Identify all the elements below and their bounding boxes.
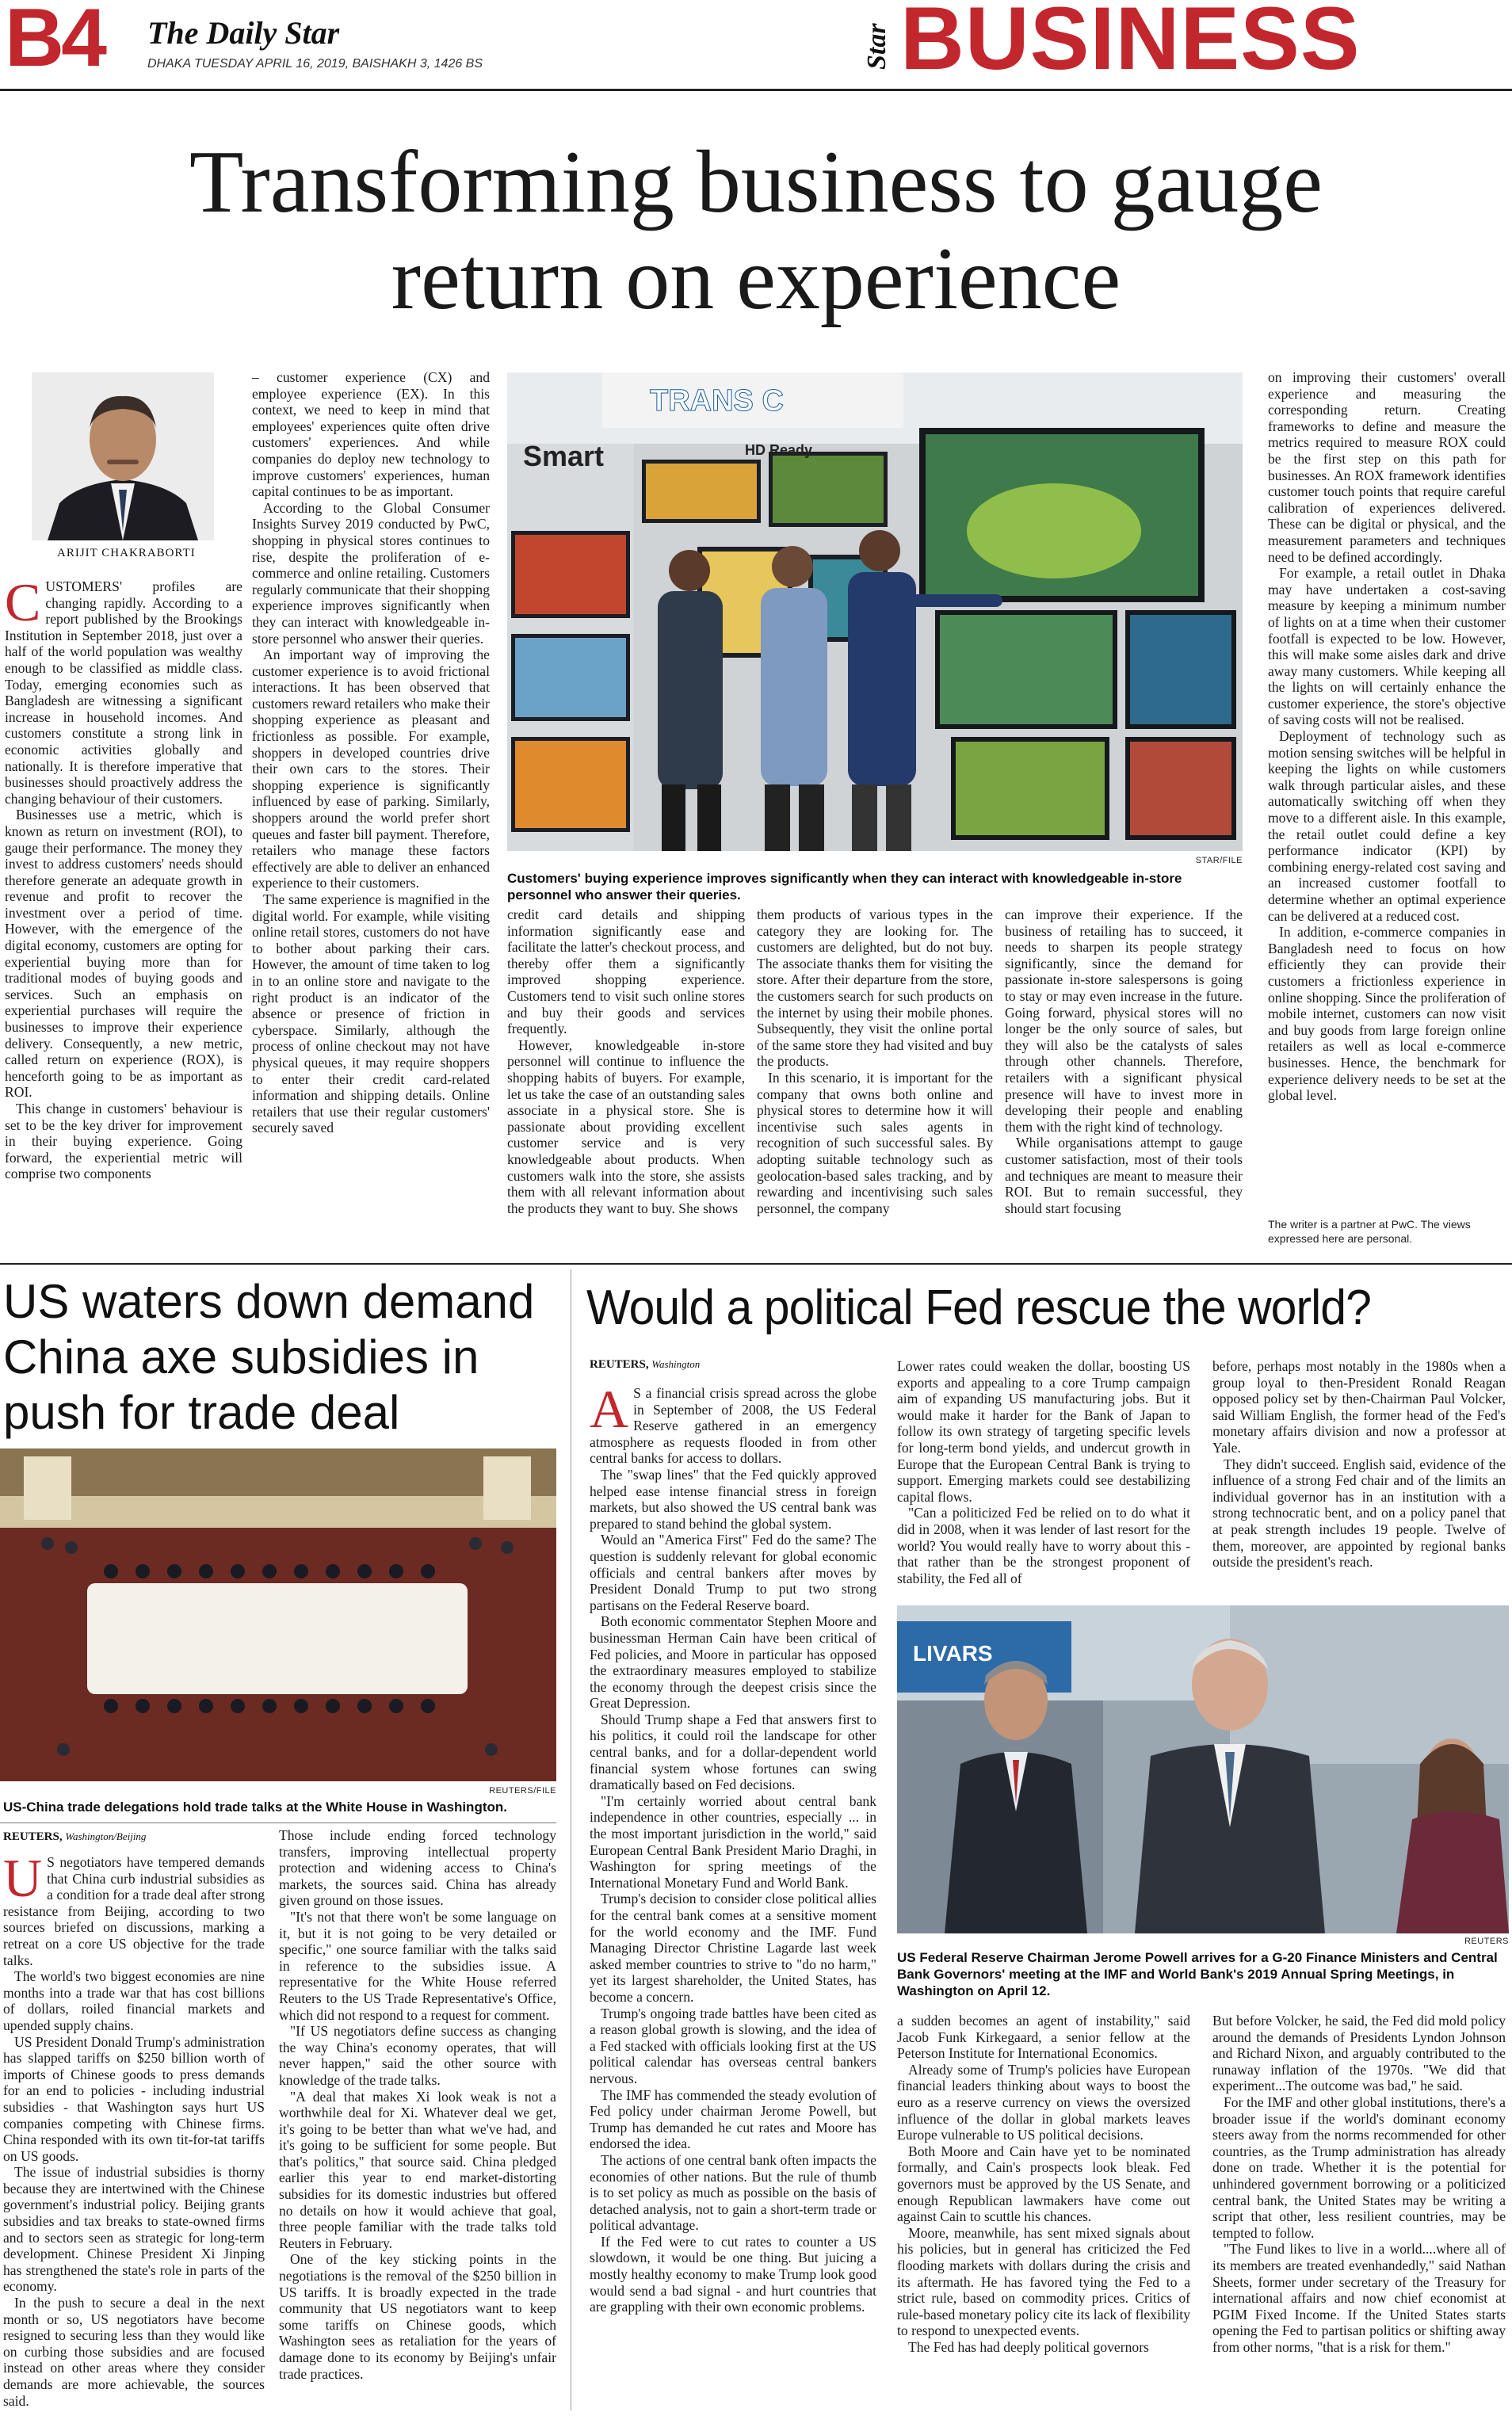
paragraph: The "swap lines" that the Fed quickly approved helped ease intense financial stress in foreign markets, but also showed the US central bank was prepared to stand behind the global system.: [590, 1466, 876, 1532]
paragraph: Trump's ongoing trade battles have been cited as a reason global growth is slowing, and the idea of a Fed stacked with officials looking first at the US political calendar has overseas central bankers nervous.: [590, 2005, 876, 2086]
story3-col3: [1212, 1358, 1506, 1593]
byline-place: Washington/Beijing: [65, 1830, 147, 1842]
paragraph: Businesses use a metric, which is known as return on investment (ROI), to gauge their performance. The money they invest to address customers' needs should therefore generate an adequate growth in revenue and profit to recover the investment over a period of time. However, with the emergence of the digital economy, customers are opting for experiential buying more than for traditional modes of buying goods and services. Such an emphasis on experiential purchases will require the businesses to improve their experience delivery. Consequently, a new metric, called return on experience (ROX), is henceforth going to be as important as ROI.: [5, 807, 242, 1101]
story2-photo: [0, 1448, 556, 1781]
author-photo: [32, 372, 214, 540]
paragraph: One of the key sticking points in the negotiations is the removal of the $250 billion in US tariffs. It is broadly expected in the trade community that US negotiators want to keep some tariffs on Chinese goods, which Washington sees as retaliation for the years of damage done to its economy by Beijing's unfair trade practices.: [279, 2251, 556, 2382]
story2-photo-caption: US-China trade delegations hold trade talks at the White House in Washington.: [3, 1800, 507, 1815]
story2-col1: [3, 1854, 265, 2409]
section-divider: [0, 1263, 1512, 1265]
byline-agency: REUTERS,: [3, 1830, 63, 1843]
paragraph: Those include ending forced technology transfers, improving intellectual property protection and widening access to China's markets, the sources said. China has already given ground on those issues.: [279, 1827, 556, 1909]
store-sign: TRANS C: [650, 384, 784, 418]
paragraph: The Fed has had deeply political governors: [908, 2338, 1149, 2355]
story1-headline-line2: return on experience: [391, 230, 1121, 328]
story2-photo-credit: REUTERS/FILE: [489, 1786, 556, 1796]
paragraph: before, perhaps most notably in the 1980s when a group loyal to then-President Ronald Reagan opposed policy set by then-Chairman Paul Volcker, said William English, the former head of the Fed's monetary affairs division and now a professor at Yale.: [1212, 1358, 1506, 1456]
paragraph: – customer experience (CX) and employee experience (EX). In this context, we need to keep in mind that employees' experiences quite often drive customers' experiences. And while companies do deploy new technology to improve customers' experiences, human capital continues to be as important.: [252, 369, 490, 500]
story3-photo-caption: US Federal Reserve Chairman Jerome Powell arrives for a G-20 Finance Ministers and Central Bank Governors' meeting at the IMF and World Bank's 2019 Annual Spring Meetings, in Washington on April 12.: [897, 1950, 1498, 1998]
paragraph: For example, a retail outlet in Dhaka may have undertaken a cost-saving measure by keeping a minimum number of lights on at a time when their customer footfall is expected to be low. However, this will make some aisles dark and drive away many customers. While keeping all the lights on will certainly enhance the customer experience, the store's objective of saving costs will not be realised.: [1268, 565, 1506, 728]
paragraph: "A deal that makes Xi look weak is not a worthwhile deal for Xi. Whatever deal we get, it's going to be better than what we've had, and it's going to be sufficient for some people. But that's politics," that source said. China pledged earlier this year to end market-distorting subsidies for its domestic industries but offered no details on how it would achieve that goal, three people familiar with the trade talks told Reuters in February.: [279, 2088, 556, 2251]
paragraph: An important way of improving the customer experience is to avoid frictional interactions. It has been observed that customers reward retailers who make their shopping experience as pleasant and frictionless as possible. For example, shoppers in developed countries drive their own cars to the stores. Their shopping experience is significantly influenced by ease of parking. Similarly, shoppers around the world prefer short queues and faster bill payment. Therefore, retailers who manage these factors effectively are able to deliver an enhanced experience to their customers.: [252, 647, 490, 891]
story2-dropcap: U: [3, 1854, 43, 1908]
story2-col2: [279, 1827, 556, 2409]
story3-headline: Would a political Fed rescue the world?: [586, 1281, 1371, 1335]
byline-agency: REUTERS,: [590, 1358, 649, 1371]
paragraph: The IMF has commended the steady evolution of Fed policy under chairman Jerome Powell, but Trump has demanded he cut rates and Moore has endorsed the idea.: [590, 2086, 876, 2152]
hd-ready-sign: HD Ready: [745, 442, 813, 458]
story3-photo-credit: REUTERS: [1464, 1937, 1509, 1946]
banner-text: LIVARS: [913, 1641, 993, 1666]
story1-headline-line1: Transforming business to gauge: [189, 133, 1323, 231]
story3-dropcap: A: [590, 1385, 629, 1439]
paragraph: US President Donald Trump's administration has slapped tariffs on $250 billion worth of imports of Chinese goods to press demands for an end to policies - including industrial subsidies - that Washington says hurt US companies competing with Chinese firms. China responded with its own tit-for-tat tariffs on US goods.: [3, 2033, 265, 2164]
story2-headline: US waters down demand China axe subsidies in push for trade deal: [3, 1275, 535, 1439]
paragraph: The issue of industrial subsidies is thorny because they are intertwined with the Chinese government's industrial policy. Beijing grants subsidies and tax breaks to state-owned firms and to sectors seen as strategic for long-term development. Chinese President Xi Jinping has strengthened the state's role in parts of the economy.: [3, 2164, 265, 2295]
story3-col5: [1212, 2013, 1506, 2409]
story1-col4: [757, 906, 993, 1252]
story1-photo: [507, 372, 1243, 851]
smart-sign: Smart: [523, 440, 605, 472]
story1-col2: [252, 369, 490, 1252]
paragraph: S a financial crisis spread across the globe in September of 2008, the US Federal Reserve gathered in an emergency atmosphere as requests flooded in from other central banks for access to dollars.: [590, 1385, 876, 1467]
paragraph: If the Fed were to cut rates to counter a US slowdown, it would be one thing. But juicing a mostly healthy economy to make Trump look good would send a bad signal - and hurt countries that are grappling with their own economic problems.: [590, 2233, 876, 2315]
masthead: [0, 0, 1512, 89]
story3-col4: [897, 2013, 1190, 2409]
paragraph: Already some of Trump's policies have European financial leaders thinking about ways to boost the euro as a reserve currency on views the oversized influence of the dollar in global markets leaves Europe vulnerable to US political decisions.: [897, 2061, 1190, 2143]
paragraph: "The Fund likes to live in a world....where all of its members are treated evenhandedly," said Nathan Sheets, former under secretary of the Treasury for international affairs and now chief economist at PGIM Fixed Income. If the United States starts opening the Fed to partisan politics or shifting away from other norms, "that is a risk for them.": [1212, 2241, 1506, 2355]
paragraph: "It's not that there won't be some language on it, but it is not going to be very detailed or specific," one source familiar with the talks said in reference to the subsidies issue. A representative for the White House referred Reuters to the US Trade Representative's Office, which did not respond to a request for comment.: [279, 1908, 556, 2023]
dateline: DHAKA TUESDAY APRIL 16, 2019, BAISHAKH 3, 1426 BS: [147, 57, 483, 71]
paragraph: In this scenario, it is important for the company that owns both online and physical stores to determine how it will incentivise such sales agents in recognition of such successful sales. By adopting suitable technology such as geolocation-based sales tracking, and by rewarding and incentivising such sales personnel, the company: [757, 1069, 993, 1216]
paragraph: The same experience is magnified in the digital world. For example, while visiting online retail stores, customers do not have to bother about parking their cars. However, the amount of time taken to log in to an online store and navigate to the right product is an indicator of the absence or presence of friction in cyberspace. Similarly, although the process of online checkout may not have physical queues, it may require shoppers to enter their credit card-related information and shipping details. Online retailers that use their regular customers' securely saved: [252, 891, 490, 1136]
paragraph: The world's two biggest economies are nine months into a trade war that has cost billions of dollars, roiled financial markets and upended supply chains.: [3, 1968, 265, 2033]
story1-col5: [1005, 906, 1243, 1252]
story1-col1: [5, 578, 242, 1252]
paragraph: Both Moore and Cain have yet to be nominated formally, and Cain's prospects look bleak. Fed governors must be approved by the US Senate, and enough Republican lawmakers have come out against Cain to scuttle his chances.: [897, 2143, 1190, 2225]
star-logo: Star: [862, 23, 892, 71]
paragraph: Lower rates could weaken the dollar, boosting US exports and appealing to a core Trump campaign aim of expanding US manufacturing jobs. But it would make it harder for the Bank of Japan to follow its own strategy of targeting specific levels for long-term bond yields, and undercut growth in Europe that the European Central Bank is trying to support. Emerging markets could see destabilizing capital flows.: [897, 1358, 1190, 1505]
paragraph: "I'm certainly worried about central bank independence in other countries, especially ... in the most important jurisdiction in the world," said European Central Bank President Mario Draghi, in Washington for spring meetings of the International Monetary Fund and World Bank.: [590, 1792, 876, 1891]
paragraph: on improving their customers' overall experience and measuring the corresponding return. Creating frameworks to define and measure the metrics required to measure ROX could be the first step on this path for businesses. An ROX framework identifies customer touch points that require careful calibration of experiences delivered. These can be digital or physical, and the measurement parameters and techniques need to be defined accordingly.: [1268, 369, 1506, 565]
paragraph: However, knowledgeable in-store personnel will continue to influence the shopping habits of buyers. For example, let us take the case of an outstanding sales associate in a physical store. She is passionate about providing excellent customer service and is very knowledgeable about products. When customers walk into the store, she assists them with all relevant information about the products they want to buy. She shows: [507, 1036, 745, 1216]
paragraph: For the IMF and other global institutions, there's a broader issue if the world's dominant economy steers away from the norms recommended for other countries, as the Trump administration has already done on trade. Whether it is the potential for unhindered government borrowing or a politicized central bank, the United States may be writing a script that other, less resilient countries, may be tempted to follow.: [1212, 2093, 1506, 2241]
paragraph: The actions of one central bank often impacts the economies of other nations. But the rule of thumb is to set policy as much as possible on the basis of detached analysis, not to gain a short-term trade or political advantage.: [590, 2151, 876, 2234]
story1-footnote: The writer is a partner at PwC. The views expressed here are personal.: [1268, 1218, 1471, 1245]
paragraph: In the push to secure a deal in the next month or so, US negotiators have become resigned to securing less than they would like on curbing those subsidies and are focused instead on other areas where they consider demands are more achievable, the sources said.: [3, 2295, 265, 2409]
story2-caption-rule: [0, 1822, 556, 1823]
paragraph: can improve their experience. If the business of retailing has to succeed, it needs to sharpen its people strategy significantly, since the demand for passionate in-store salespersons is going to stay or may even increase in the future. Going forward, physical stores will no longer be the only source of sales, but they will also be the catalysts of sales through other channels. Therefore, retailers with a significant physical presence will have to invest more in developing their people and enabling them with the right kind of technology.: [1005, 906, 1243, 1135]
paragraph: Moore, meanwhile, has sent mixed signals about his policies, but in general has criticized the Fed flooding markets with dollars during the crisis and its aftermath. He has favored tying the Fed to a strict rule, based on commodity prices. Critics of rule-based monetary policy cite its lack of flexibility to respond to unexpected events.: [897, 2224, 1190, 2339]
story3-photo: [897, 1605, 1509, 1933]
paragraph: According to the Global Consumer Insights Survey 2019 conducted by PwC, shopping in physical stores continues to rise, despite the proliferation of e-commerce and online retailing. Customers regularly communicate that their shopping experience improves significantly when they can interact with knowledgeable in-store personnel who answer their queries.: [252, 499, 490, 647]
paragraph: USTOMERS' profiles are changing rapidly. According to a report published by the Brookings Institution in September 2018, just over a half of the world population was wealthy enough to be classified as middle class. Today, emerging economies such as Bangladesh are witnessing a significant increase in household incomes. And customers constitute a strong link in economic activities globally and nationally. It is therefore imperative that businesses should proactively address the changing behaviour of their customers.: [5, 578, 242, 807]
paragraph: But before Volcker, he said, the Fed did mold policy around the demands of Presidents Lyndon Johnson and Richard Nixon, and arguably contributed to the runaway inflation of the 1970s. "We did that experiment...The outcome was bad," he said.: [1212, 2013, 1506, 2094]
story3-col2: [897, 1358, 1190, 1593]
story1-author: ARIJIT CHAKRABORTI: [57, 547, 196, 559]
story3-byline: [590, 1358, 700, 1372]
paragraph: Would an "America First" Fed do the same? The question is suddenly relevant for global economic officials and central bankers after moves by President Donald Trump to put two strong partisans on the Federal Reserve board.: [590, 1532, 876, 1613]
paragraph: Trump's decision to consider close political allies for the central bank comes at a sensitive moment for the world economy and the IMF. Fund Managing Director Christine Lagarde last week asked member countries to strive to "do no harm," yet its largest shareholder, the United States, has become a concern.: [590, 1891, 876, 2005]
byline-place: Washington: [651, 1358, 701, 1370]
paragraph: credit card details and shipping information significantly ease and facilitate the latter's checkout process, and thereby offer them a significantly improved shopping experience. Customers tend to visit such online stores and buy their goods and services frequently.: [507, 906, 745, 1037]
story1-photo-caption: Customers' buying experience improves significantly when they can interact with knowledgeable in-store personnel who answer their queries.: [507, 871, 1182, 903]
masthead-rule: [0, 89, 1512, 91]
paragraph: "If US negotiators define success as changing the way China's economy operates, that will never happen," said the other source with knowledge of the trade talks.: [279, 2023, 556, 2088]
paragraph: They didn't succeed. English said, evidence of the influence of a strong Fed chair and of the limits an individual governor has in an institution with a strong technocratic bent, and on a policy panel that at peak strength includes 19 people. Twelve of them, moreover, are appointed by regional banks outside the president's reach.: [1212, 1456, 1506, 1571]
paragraph: Should Trump shape a Fed that answers first to his politics, it could roil the landscape for other central banks, and for a dollar-dependent world financial system whose fortunes can swing dramatically based on Fed decisions.: [590, 1711, 876, 1793]
paper-name: The Daily Star: [147, 15, 340, 51]
story1-dropcap: C: [5, 578, 41, 632]
paragraph: Both economic commentator Stephen Moore and businessman Herman Cain have been critical of Fed policies, and Moore in particular has opposed the extraordinary measures employed to stabilize the economy through the deepest crisis since the Great Depression.: [590, 1613, 876, 1712]
story1-photo-credit: STAR/FILE: [1195, 856, 1243, 865]
paragraph: them products of various types in the category they are looking for. The customers are delighted, but do not buy. The associate thanks them for visiting the store. After their departure from the store, the customers search for such products on the internet by using their mobile phones. Subsequently, they visit the online portal of the same store they had visited and buy the products.: [757, 906, 993, 1070]
paragraph: This change in customers' behaviour is set to be the key driver for improvement in their buying experience. Going forward, the experiential metric will comprise two components: [5, 1101, 242, 1182]
paragraph: Deployment of technology such as motion sensing switches will be helpful in keeping the lights on while customers walk through particular aisles, and these automatically switching off when they move to a different aisle. In this example, the retail outlet could define a key performance indicator (KPI) by combining energy-related cost saving and an increased customer footfall to determine whether an optimal experience can be delivered at a reduced cost.: [1268, 728, 1506, 924]
story2-byline: [3, 1830, 146, 1844]
paragraph: S negotiators have tempered demands that China curb industrial subsidies as a condition for a trade deal after strong resistance from Beijing, according to two sources briefed on discussions, marking a retreat on a core US objective for the trade talks.: [3, 1854, 265, 1968]
paragraph: a sudden becomes an agent of instability," said Jacob Funk Kirkegaard, a senior fellow at the Peterson Institute for International Economics.: [897, 2013, 1190, 2062]
paragraph: In addition, e-commerce companies in Bangladesh need to focus on how efficiently they can provide their customers a frictionless experience in online shopping. Since the proliferation of mobile internet, customers can now visit and buy goods from large foreign online retailers as well as local e-commerce businesses. Hence, the benchmark for experience delivery needs to be set at the global level.: [1268, 924, 1506, 1104]
paragraph: While organisations attempt to gauge customer satisfaction, most of their tools and techniques are meant to measure their ROI. But to remain successful, they should start focusing: [1005, 1135, 1243, 1216]
page-code: B4: [5, 0, 104, 84]
section-title: BUSINESS: [900, 0, 1361, 88]
story1-col3: [507, 906, 745, 1252]
story1-col6: [1268, 369, 1506, 1201]
paragraph: "Can a politicized Fed be relied on to do what it did in 2008, when it was lender of last resort for the world? You would really have to worry about this - that rather than be the strongest proponent of stability, the Fed all of: [897, 1505, 1190, 1586]
story3-col1: [590, 1385, 876, 2409]
